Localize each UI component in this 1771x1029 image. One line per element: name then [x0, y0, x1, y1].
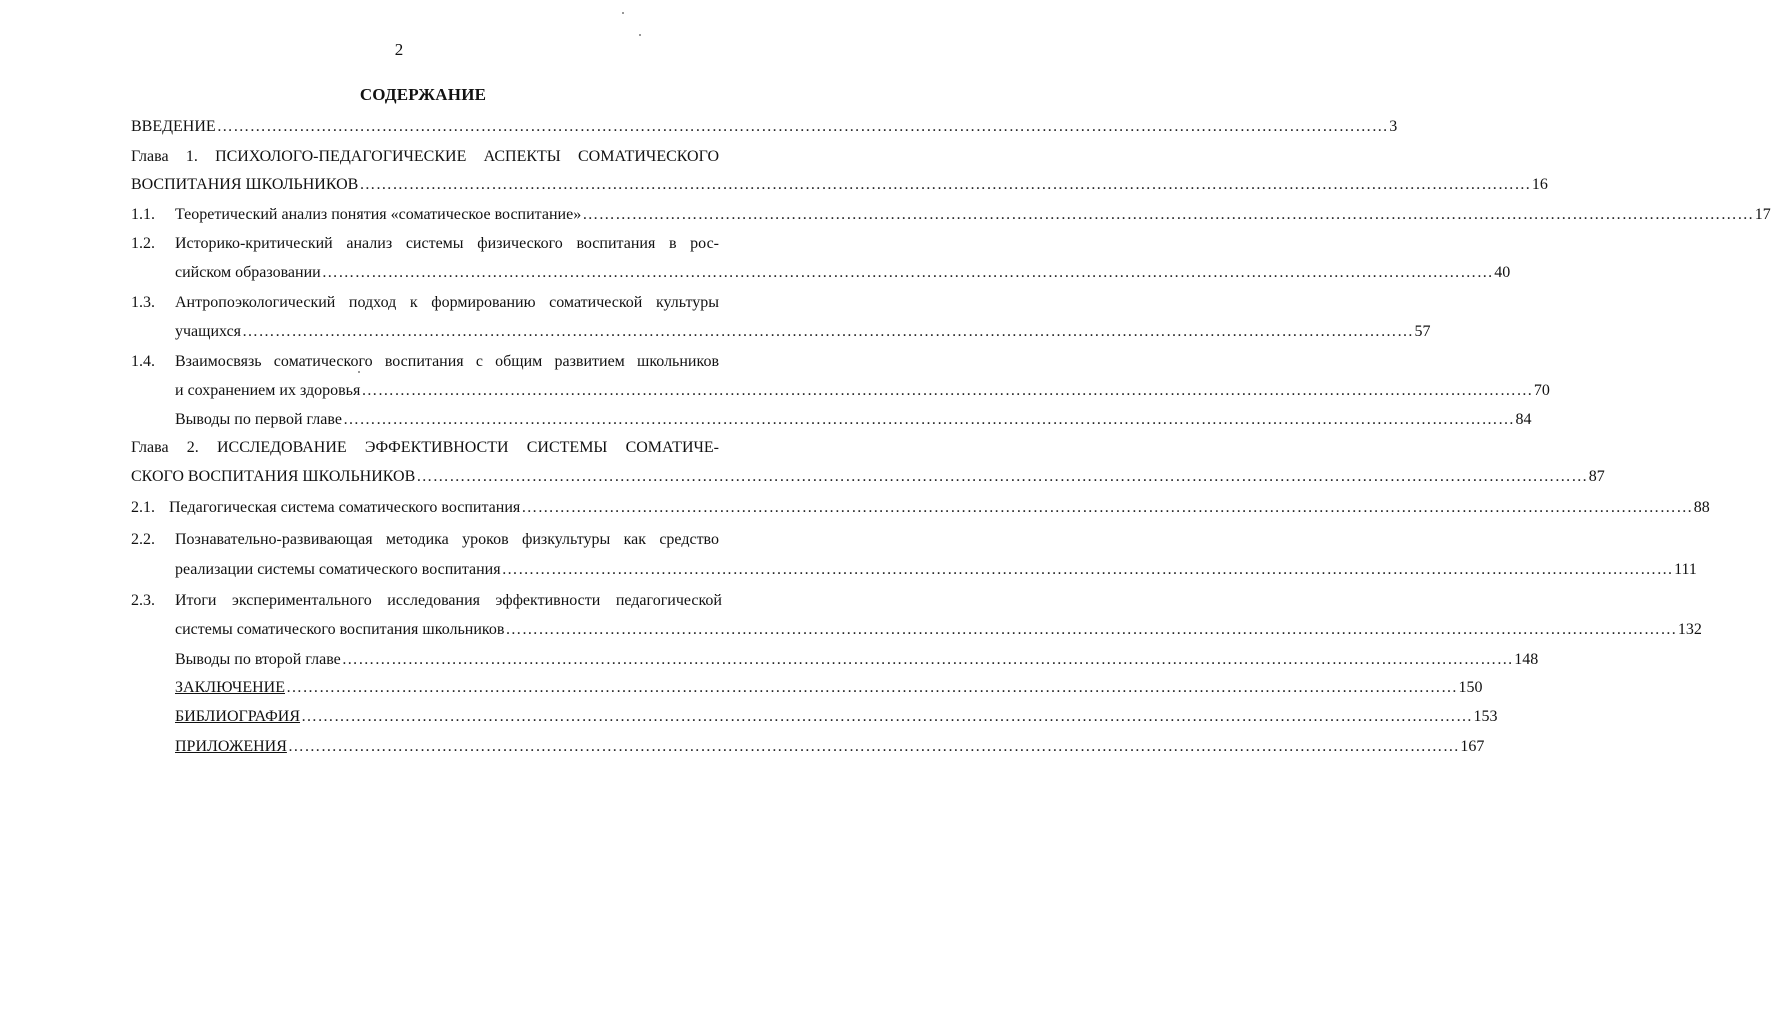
dot-leader: …………………………………………………………………………………………………………………………………………………………………………………………… — [341, 651, 1514, 668]
scan-speck — [639, 34, 641, 36]
toc-entry-chapter-1[interactable] — [131, 175, 1548, 197]
toc-entry-2-2-line1[interactable]: Познавательно-развивающая методика уроков физкультуры как средство — [175, 531, 719, 548]
page-number: 2 — [394, 40, 404, 59]
toc-entry-text: СКОГО ВОСПИТАНИЯ ШКОЛЬНИКОВ — [131, 468, 416, 485]
toc-page-number: 167 — [1460, 738, 1485, 755]
toc-entry-1-1[interactable] — [175, 205, 1771, 227]
toc-entry-1-2[interactable] — [175, 263, 1511, 285]
toc-entry-bibliography[interactable] — [175, 707, 1498, 729]
toc-entry-chapter-2-conclusions[interactable] — [175, 650, 1539, 672]
toc-entry-text: БИБЛИОГРАФИЯ — [175, 708, 301, 725]
dot-leader: …………………………………………………………………………………………………………………………………………………………………………………………… — [321, 264, 1494, 281]
toc-entry-text: Педагогическая система соматического воспитания — [169, 499, 521, 516]
toc-entry-1-3-line1[interactable]: Антропоэкологический подход к формированию соматической культуры — [175, 294, 719, 311]
toc-page-number: 70 — [1533, 382, 1550, 399]
toc-entry-2-3[interactable] — [175, 620, 1702, 642]
toc-page-number: 88 — [1693, 499, 1710, 516]
toc-entry-conclusion[interactable] — [175, 678, 1483, 700]
toc-page-number: 153 — [1473, 708, 1498, 725]
toc-page-number: 16 — [1531, 176, 1548, 193]
toc-entry-text: системы соматического воспитания школьников — [175, 621, 505, 638]
toc-entry-chapter-2[interactable] — [131, 467, 1605, 489]
toc-page-number: 57 — [1414, 323, 1431, 340]
dot-leader: …………………………………………………………………………………………………………………………………………………………………………………………… — [242, 323, 1414, 340]
toc-entry-appendices[interactable] — [175, 737, 1485, 759]
dot-leader: …………………………………………………………………………………………………………………………………………………………………………………………… — [505, 621, 1677, 638]
dot-leader: …………………………………………………………………………………………………………………………………………………………………………………………… — [582, 206, 1754, 223]
toc-entry-2-3-line1[interactable]: Итоги экспериментального исследования эффективности педагогической — [175, 592, 722, 609]
toc-entry-text: ВОСПИТАНИЯ ШКОЛЬНИКОВ — [131, 176, 359, 193]
toc-page-number: 84 — [1515, 411, 1532, 428]
toc-entry-text: Выводы по второй главе — [175, 651, 341, 668]
toc-entry-2-1[interactable] — [169, 498, 1710, 520]
toc-chapter-2-line1[interactable]: Глава 2. ИССЛЕДОВАНИЕ ЭФФЕКТИВНОСТИ СИСТЕМЫ СОМАТИЧЕ- — [131, 439, 719, 456]
toc-entry-text: реализации системы соматического воспитания — [175, 561, 501, 578]
toc-entry-text: ЗАКЛЮЧЕНИЕ — [175, 679, 285, 696]
toc-page-number: 3 — [1389, 118, 1398, 135]
toc-page-number: 87 — [1588, 468, 1605, 485]
toc-section-number: 2.2. — [131, 531, 155, 548]
toc-section-number: 1.4. — [131, 353, 155, 370]
toc-entry-1-3[interactable] — [175, 322, 1431, 344]
toc-entry-2-2[interactable] — [175, 560, 1697, 582]
toc-page-number: 150 — [1458, 679, 1483, 696]
dot-leader: …………………………………………………………………………………………………………………………………………………………………………………………… — [285, 679, 1458, 696]
dot-leader: …………………………………………………………………………………………………………………………………………………………………………………………… — [342, 411, 1515, 428]
toc-entry-chapter-1-conclusions[interactable] — [175, 410, 1532, 432]
toc-entry-1-2-line1[interactable]: Историко-критический анализ системы физического воспитания в рос- — [175, 235, 719, 252]
scan-speck — [622, 12, 624, 14]
toc-section-number: 1.1. — [131, 206, 155, 223]
toc-entry-text: ПРИЛОЖЕНИЯ — [175, 738, 287, 755]
toc-chapter-1-line1[interactable]: Глава 1. ПСИХОЛОГО-ПЕДАГОГИЧЕСКИЕ АСПЕКТЫ СОМАТИЧЕСКОГО — [131, 148, 719, 165]
dot-leader: …………………………………………………………………………………………………………………………………………………………………………………………… — [301, 708, 1473, 725]
toc-page-number: 40 — [1494, 264, 1511, 281]
toc-entry-text: Теоретический анализ понятия «соматическое воспитание» — [175, 206, 582, 223]
dot-leader: …………………………………………………………………………………………………………………………………………………………………………………………… — [287, 738, 1460, 755]
toc-entry-text: сийском образовании — [175, 264, 321, 281]
dot-leader: …………………………………………………………………………………………………………………………………………………………………………………………… — [416, 468, 1588, 485]
page-title: СОДЕРЖАНИЕ — [359, 85, 487, 104]
toc-section-number: 1.3. — [131, 294, 155, 311]
scan-speck — [358, 371, 360, 373]
toc-entry-text: и сохранением их здоровья — [175, 382, 361, 399]
toc-entry-1-4-line1[interactable]: Взаимосвязь соматического воспитания с общим развитием школьников — [175, 353, 719, 370]
dot-leader: …………………………………………………………………………………………………………………………………………………………………………………………… — [501, 561, 1674, 578]
dot-leader: …………………………………………………………………………………………………………………………………………………………………………………………… — [521, 499, 1693, 516]
toc-entry-text: Выводы по первой главе — [175, 411, 342, 428]
dot-leader: …………………………………………………………………………………………………………………………………………………………………………………………… — [361, 382, 1533, 399]
toc-page-number: 132 — [1677, 621, 1702, 638]
toc-entry-text: ВВЕДЕНИЕ — [131, 118, 216, 135]
toc-page-number: 17 — [1754, 206, 1771, 223]
toc-section-number: 1.2. — [131, 235, 155, 252]
toc-entry-introduction[interactable] — [131, 117, 1398, 139]
dot-leader: …………………………………………………………………………………………………………………………………………………………………………………………… — [359, 176, 1531, 193]
toc-entry-1-4[interactable] — [175, 381, 1550, 403]
toc-section-number: 2.3. — [131, 592, 155, 609]
dot-leader: …………………………………………………………………………………………………………………………………………………………………………………………… — [216, 118, 1389, 135]
toc-page-number: 111 — [1674, 561, 1697, 578]
toc-page-number: 148 — [1514, 651, 1539, 668]
toc-entry-text: учащихся — [175, 323, 242, 340]
toc-section-number: 2.1. — [131, 499, 155, 516]
